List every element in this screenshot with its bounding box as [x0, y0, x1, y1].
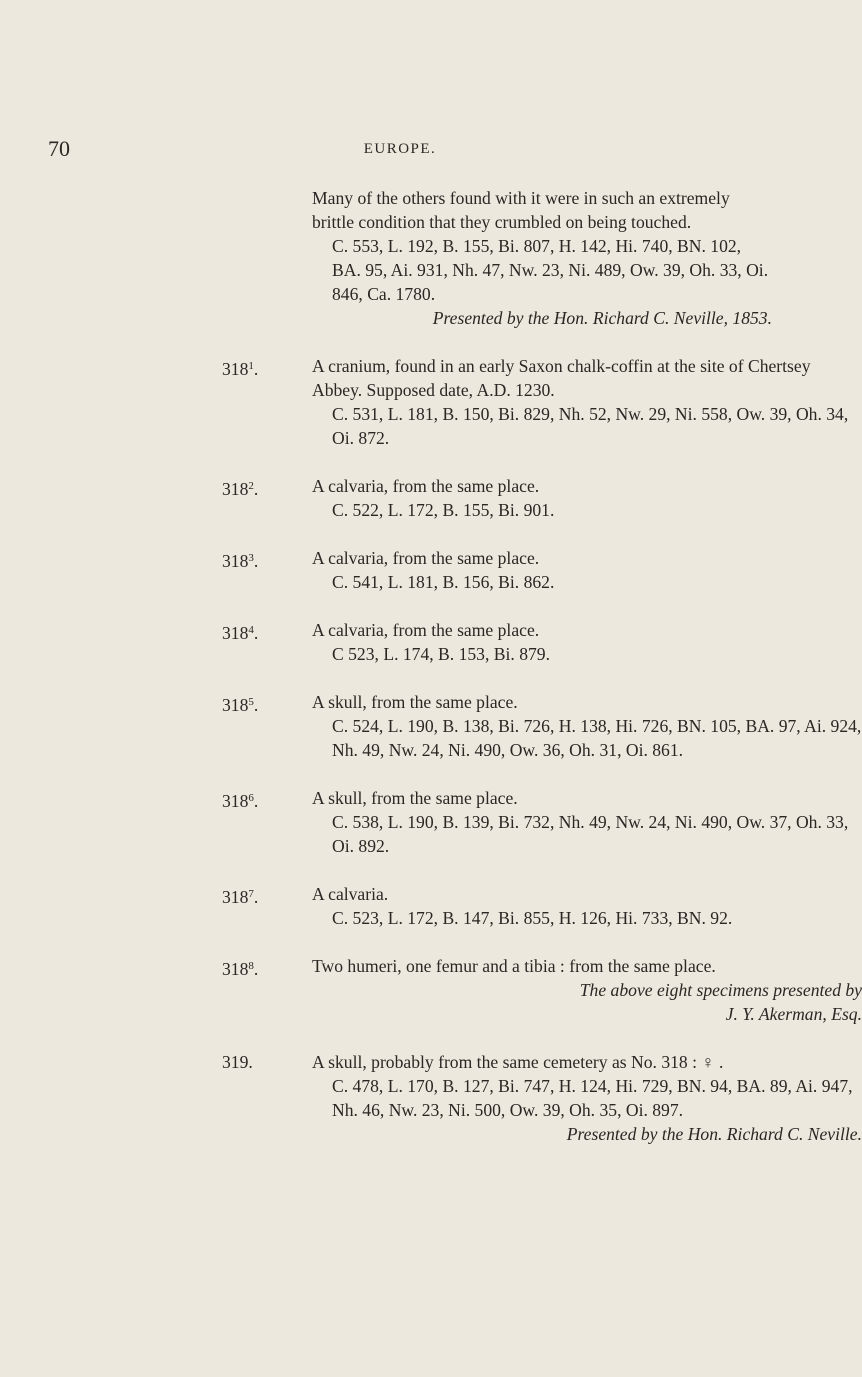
intro-text: Many of the others found with it were in such an extremely brittle condition that they crumbled on being touched. — [312, 188, 730, 232]
entry-319 — [222, 1050, 862, 1146]
entry-credit — [312, 978, 862, 1026]
entry-number: $318^3$. — [222, 551, 259, 571]
entry-number: 319. — [222, 1052, 253, 1072]
page-number: 70 — [48, 136, 70, 161]
running-head: EUROPE. — [363, 141, 437, 157]
credit-line-1: The above eight specimens presented by — [579, 980, 862, 1000]
entry-description: A calvaria, from the same place. — [312, 476, 540, 496]
entry-description: A cranium, found in an early Saxon chalk-coffin at the site of Chertsey Abbey. Supposed date, A.D. 1230. — [312, 356, 811, 400]
entry-measurements: C. 523, L. 172, B. 147, Bi. 855, H. 126, Hi. 733, BN. 92. — [332, 908, 733, 928]
entry-number: $318^6$. — [222, 791, 259, 811]
entry-number: $318^4$. — [222, 623, 259, 643]
entry-318-3 — [222, 546, 862, 594]
entry-credit — [312, 1122, 862, 1146]
entry-number: $318^1$. — [222, 359, 259, 379]
entry-description: A calvaria, from the same place. — [312, 620, 540, 640]
credit-line-2: J. Y. Akerman, Esq. — [725, 1004, 862, 1024]
entry-measurements: C. 541, L. 181, B. 156, Bi. 862. — [332, 572, 555, 592]
page-body — [222, 186, 862, 1146]
entry-318-7 — [222, 882, 862, 930]
entry-measurements: C. 524, L. 190, B. 138, Bi. 726, H. 138, Hi. 726, BN. 105, BA. 97, Ai. 924, Nh. 49, Nw. 24, Ni. 490, Ow. 36, Oh. 31, Oi. 861. — [332, 716, 862, 760]
entry-measurements: C. 478, L. 170, B. 127, Bi. 747, H. 124, Hi. 729, BN. 94, BA. 89, Ai. 947, Nh. 46, Nw. 23, Ni. 500, Ow. 39, Oh. 35, Oi. 897. — [332, 1076, 853, 1120]
entry-description: A skull, from the same place. — [312, 788, 518, 808]
entry-description: A calvaria, from the same place. — [312, 548, 540, 568]
entry-description: A calvaria. — [312, 884, 389, 904]
entry-318-5 — [222, 690, 862, 762]
intro-credit: Presented by the Hon. Richard C. Neville, 1853. — [432, 308, 772, 328]
entry-318-1 — [222, 354, 862, 450]
credit-line-1: Presented by the Hon. Richard C. Neville. — [566, 1124, 862, 1144]
entry-description: A skull, probably from the same cemetery as No. 318 : ♀ . — [312, 1052, 724, 1072]
entry-318-8 — [222, 954, 862, 1026]
entry-description: Two humeri, one femur and a tibia : from the same place. — [312, 956, 716, 976]
entry-318-2 — [222, 474, 862, 522]
entry-number: $318^7$. — [222, 887, 259, 907]
entry-measurements: C. 531, L. 181, B. 150, Bi. 829, Nh. 52, Nw. 29, Ni. 558, Ow. 39, Oh. 34, Oi. 872. — [332, 404, 849, 448]
entry-measurements: C. 538, L. 190, B. 139, Bi. 732, Nh. 49, Nw. 24, Ni. 490, Ow. 37, Oh. 33, Oi. 892. — [332, 812, 849, 856]
entry-number: $318^2$. — [222, 479, 259, 499]
entry-measurements: C. 522, L. 172, B. 155, Bi. 901. — [332, 500, 555, 520]
entry-description: A skull, from the same place. — [312, 692, 518, 712]
entry-measurements: C 523, L. 174, B. 153, Bi. 879. — [332, 644, 550, 664]
entry-number: $318^5$. — [222, 695, 259, 715]
entry-318-6 — [222, 786, 862, 858]
entry-318-4 — [222, 618, 862, 666]
intro-measurements: C. 553, L. 192, B. 155, Bi. 807, H. 142, Hi. 740, BN. 102, BA. 95, Ai. 931, Nh. 47, Nw. 23, Ni. 489, Ow. 39, Oh. 33, Oi. 846, Ca. 1780. — [332, 236, 769, 304]
entry-number: $318^8$. — [222, 959, 259, 979]
